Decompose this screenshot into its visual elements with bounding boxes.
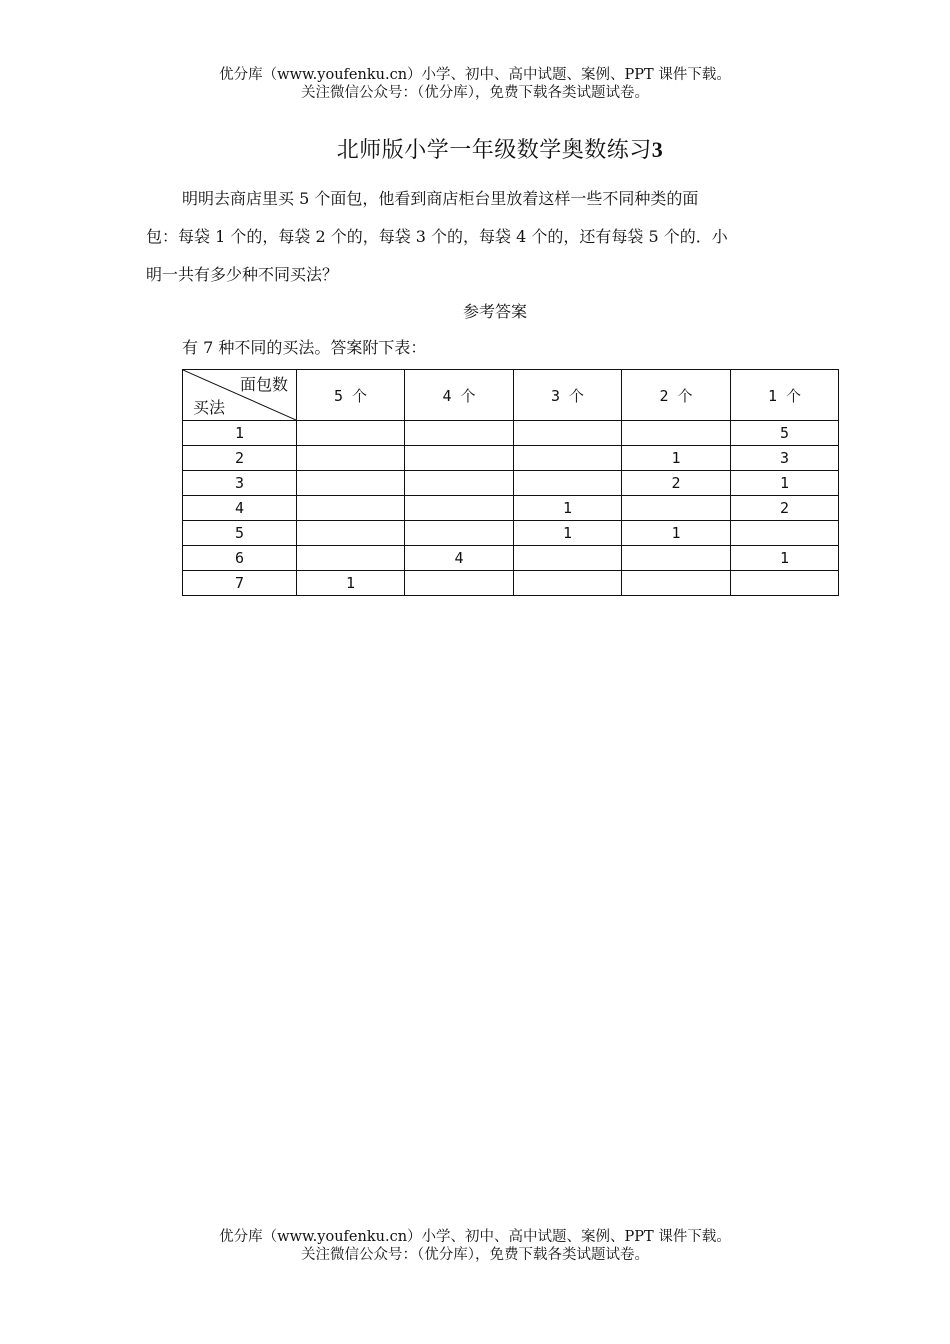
table-cell: 1 bbox=[731, 546, 839, 571]
table-row bbox=[183, 471, 839, 496]
table-cell bbox=[514, 446, 622, 471]
title-number: 3 bbox=[651, 137, 664, 162]
page-footer bbox=[0, 1228, 950, 1264]
table-cell bbox=[297, 471, 405, 496]
table-cell: 1 bbox=[731, 471, 839, 496]
corner-bottom-label: 买法 bbox=[193, 398, 226, 417]
table-cell bbox=[297, 446, 405, 471]
table-cell bbox=[297, 521, 405, 546]
answer-table bbox=[182, 369, 839, 596]
corner-cell bbox=[183, 370, 297, 421]
problem-line-3: 明一共有多少种不同买法？ bbox=[146, 265, 339, 284]
table-row bbox=[183, 571, 839, 596]
problem-paragraph bbox=[146, 180, 806, 294]
table-cell bbox=[514, 421, 622, 446]
row-id-cell: 1 bbox=[183, 421, 297, 446]
table-cell bbox=[731, 571, 839, 596]
table-cell bbox=[405, 421, 514, 446]
table-row bbox=[183, 496, 839, 521]
row-id-cell: 3 bbox=[183, 471, 297, 496]
table-cell: 1 bbox=[514, 521, 622, 546]
table-cell bbox=[297, 546, 405, 571]
title-text: 北师版小学一年级数学奥数练习 bbox=[336, 138, 652, 163]
table-cell bbox=[514, 471, 622, 496]
table-cell: 1 bbox=[297, 571, 405, 596]
table-cell bbox=[405, 571, 514, 596]
table-cell bbox=[622, 496, 731, 521]
row-id-cell: 4 bbox=[183, 496, 297, 521]
table-cell bbox=[622, 546, 731, 571]
table-cell bbox=[731, 521, 839, 546]
column-header: 2 个 bbox=[622, 370, 731, 421]
problem-line-2: 包：每袋 1 个的，每袋 2 个的，每袋 3 个的，每袋 4 个的，还有每袋 5 个的．小 bbox=[146, 227, 728, 246]
table-row bbox=[183, 421, 839, 446]
table-cell: 1 bbox=[622, 521, 731, 546]
reference-heading: 参考答案 bbox=[462, 302, 527, 321]
row-id-cell: 7 bbox=[183, 571, 297, 596]
column-header: 1 个 bbox=[731, 370, 839, 421]
footer-line-2: 关注微信公众号：（优分库），免费下载各类试题试卷。 bbox=[301, 1247, 649, 1263]
table-cell: 5 bbox=[731, 421, 839, 446]
table-cell bbox=[297, 496, 405, 521]
table-cell bbox=[405, 471, 514, 496]
table-cell: 4 bbox=[405, 546, 514, 571]
table-cell bbox=[405, 496, 514, 521]
table-cell bbox=[297, 421, 405, 446]
column-header: 5 个 bbox=[297, 370, 405, 421]
table-cell bbox=[405, 521, 514, 546]
footer-line-1: 优分库（www.youfenku.cn）小学、初中、高中试题、案例、PPT 课件下载。 bbox=[219, 1229, 731, 1245]
table-cell: 1 bbox=[514, 496, 622, 521]
header-line-1: 优分库（www.youfenku.cn）小学、初中、高中试题、案例、PPT 课件下载。 bbox=[219, 67, 731, 83]
table-cell: 3 bbox=[731, 446, 839, 471]
page-header bbox=[0, 66, 950, 102]
table-cell bbox=[622, 571, 731, 596]
table-cell: 1 bbox=[622, 446, 731, 471]
table-cell bbox=[622, 421, 731, 446]
column-header: 3 个 bbox=[514, 370, 622, 421]
table-row bbox=[183, 446, 839, 471]
table-cell: 2 bbox=[622, 471, 731, 496]
header-line-2: 关注微信公众号：（优分库），免费下载各类试题试卷。 bbox=[301, 85, 649, 101]
table-cell bbox=[514, 546, 622, 571]
row-id-cell: 5 bbox=[183, 521, 297, 546]
row-id-cell: 2 bbox=[183, 446, 297, 471]
problem-line-1: 明明去商店里买 5 个面包，他看到商店柜台里放着这样一些不同种类的面 bbox=[182, 189, 699, 208]
page-title bbox=[0, 133, 950, 164]
row-id-cell: 6 bbox=[183, 546, 297, 571]
corner-top-label: 面包数 bbox=[239, 375, 288, 394]
table-row bbox=[183, 521, 839, 546]
table-cell bbox=[514, 571, 622, 596]
column-header: 4 个 bbox=[405, 370, 514, 421]
table-cell bbox=[405, 446, 514, 471]
answer-text: 有 7 种不同的买法。答案附下表： bbox=[182, 338, 427, 357]
table-header-row bbox=[183, 370, 839, 421]
table-cell: 2 bbox=[731, 496, 839, 521]
table-row bbox=[183, 546, 839, 571]
